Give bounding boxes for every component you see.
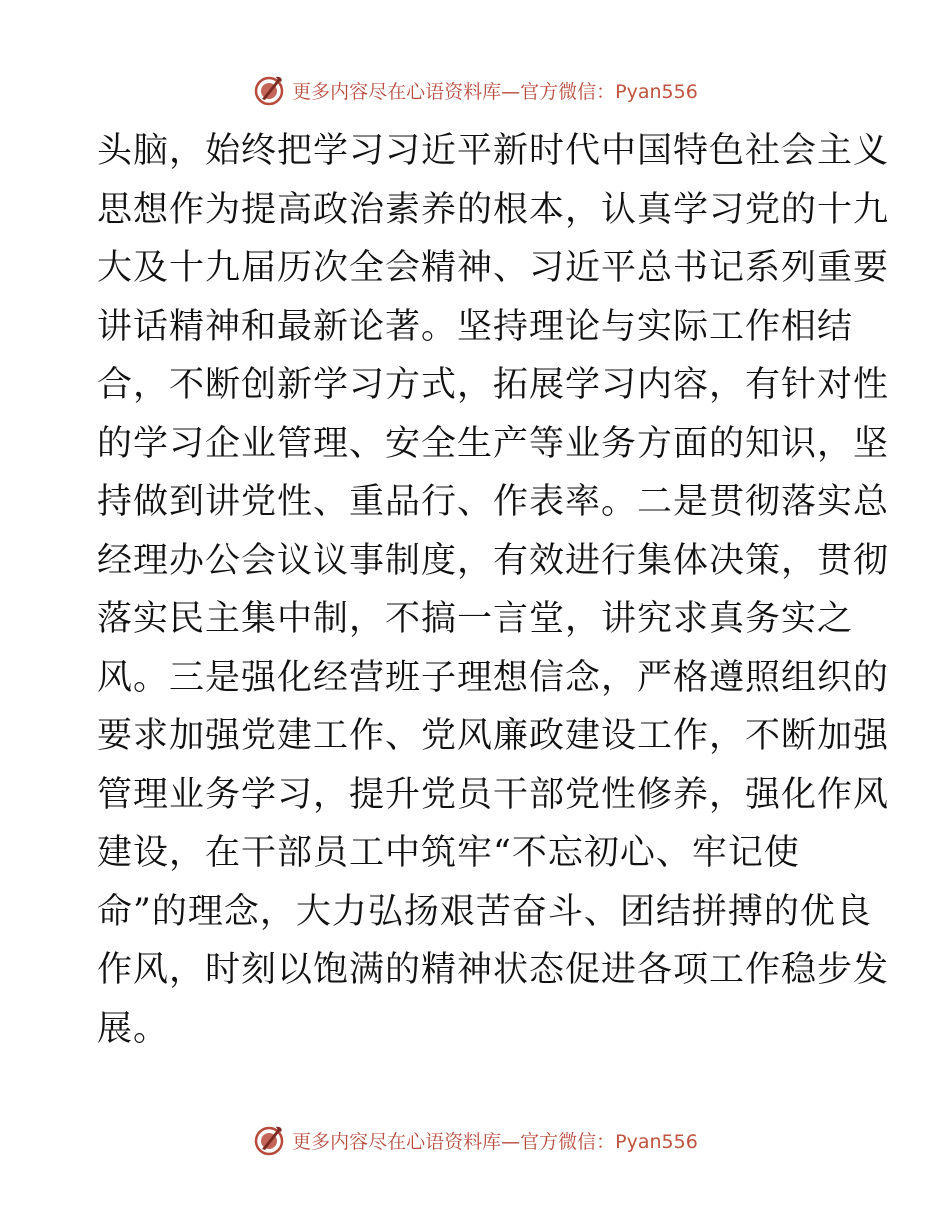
quill-pen-seal-icon [252, 73, 286, 107]
header-watermark [0, 70, 950, 110]
footer-watermark-id: Pyan556 [615, 1130, 698, 1153]
body-line: 讲话精神和最新论著。坚持理论与实际工作相结 [97, 306, 854, 347]
footer-watermark-text: 更多内容尽在心语资料库—官方微信：Pyan556 [292, 1130, 698, 1153]
body-line: 建设，在干部员工中筑牢“不忘初心、牢记使 [97, 833, 800, 873]
body-line: 大及十九届历次全会精神、习近平总书记系列重要 [97, 248, 890, 288]
quill-pen-seal-icon [252, 1123, 286, 1157]
document-body [97, 122, 890, 1058]
header-watermark-id: Pyan556 [615, 80, 698, 103]
body-line: 管理业务学习，提升党员干部党性修养，强化作风 [97, 774, 890, 815]
header-watermark-text: 更多内容尽在心语资料库—官方微信：Pyan556 [292, 80, 698, 103]
body-line: 经理办公会议议事制度，有效进行集体决策，贯彻 [97, 540, 890, 581]
body-line: 展。 [97, 1008, 170, 1049]
body-line: 要求加强党建工作、党风廉政建设工作，不断加强 [97, 716, 890, 756]
body-line: 作风，时刻以饱满的精神状态促进各项工作稳步发 [97, 950, 890, 990]
footer-watermark [0, 1120, 950, 1160]
body-line: 命”的理念，大力弘扬艰苦奋斗、团结拼搏的优良 [97, 891, 872, 932]
body-line: 合，不断创新学习方式，拓展学习内容，有针对性 [97, 365, 890, 405]
body-line: 持做到讲党性、重品行、作表率。二是贯彻落实总 [97, 482, 890, 522]
body-line: 的学习企业管理、安全生产等业务方面的知识，坚 [97, 423, 890, 464]
body-line: 落实民主集中制，不搞一言堂，讲究求真务实之 [97, 599, 854, 639]
body-line: 思想作为提高政治素养的根本，认真学习党的十九 [97, 189, 890, 230]
body-line: 风。三是强化经营班子理想信念，严格遵照组织的 [97, 657, 890, 698]
body-line: 头脑，始终把学习习近平新时代中国特色社会主义 [97, 131, 890, 171]
